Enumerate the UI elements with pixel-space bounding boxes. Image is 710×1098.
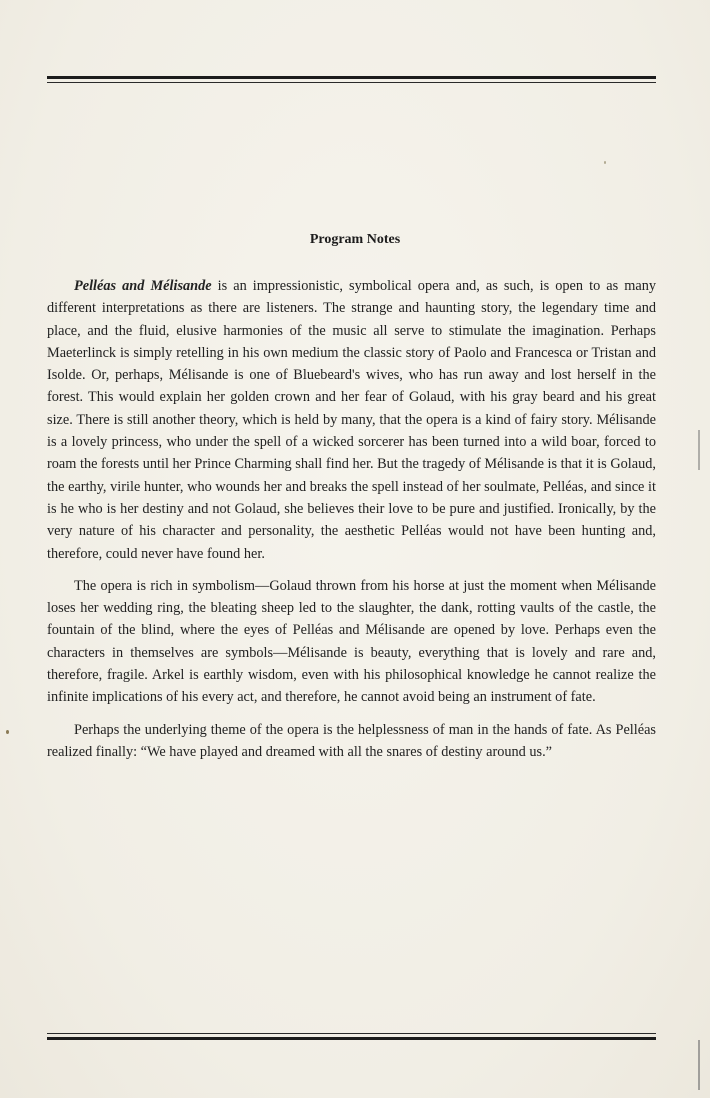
paper-speck [604,161,606,164]
paragraph-1 [47,275,656,565]
paper-edge-mark [698,1040,700,1090]
paper-speck [6,730,9,734]
page-title: Program Notes [309,232,401,247]
paper-edge-mark [698,430,700,470]
opera-title: Pelléas and Mélisande [74,278,212,294]
paragraph-1-text: is an impressionistic, symbolical opera and, as such, is open to as many different interpretations as there are listeners. The strange and haunting story, the legendary time and place, and the fluid, elusive harmonies of the music all serve to stimulate the imagination. Perhaps Maeterlinck is simply retelling in his own medium the classic story of Paolo and Francesca or Tristan and Isolde. Or, perhaps, Mélisande is one of Bluebeard's wives, who has run away and lost herself in the forest. This would explain her golden crown and her fear of Golaud, with his gray beard and his great size. There is still another theory, which is held by many, that the opera is a kind of fairy story. Mélisande is a lovely princess, who under the spell of a wicked sorcerer has been turned into a wild boar, forced to roam the forests until her Prince Charming shall find her. But the tragedy of Mélisande is that it is Golaud, the earthy, virile hunter, who wounds her and breaks the spell instead of her soulmate, Pelléas, and since it is he who is her destiny and not Golaud, she believes their love to be pure and justified. Ironically, by the very nature of his character and personality, the aesthetic Pelléas would not have been hunting and, therefore, could never have found her. [47,278,657,562]
paragraph-2: The opera is rich in symbolism—Golaud thrown from his horse at just the moment when Mélisande loses her wedding ring, the bleating sheep led to the slaughter, the dank, rotting vaults of the castle, the fountain of the blind, where the eyes of Pelléas and Mélisande are opened by love. Perhaps even the characters in themselves are symbols—Mélisande is beauty, everything that is lovely and rare and, therefore, fragile. Arkel is earthly wisdom, even with his philosophical knowledge he cannot realize the infinite implications of his every act, and therefore, he cannot avoid being an instrument of fate. [47,577,656,706]
top-double-rule [47,76,656,83]
paragraph-3: Perhaps the underlying theme of the opera is the helplessness of man in the hands of fate. As Pelléas realized finally: “We have played and dreamed with all the snares of destiny around us.” [47,721,656,760]
program-notes-body [47,275,656,773]
bottom-double-rule [47,1033,656,1040]
